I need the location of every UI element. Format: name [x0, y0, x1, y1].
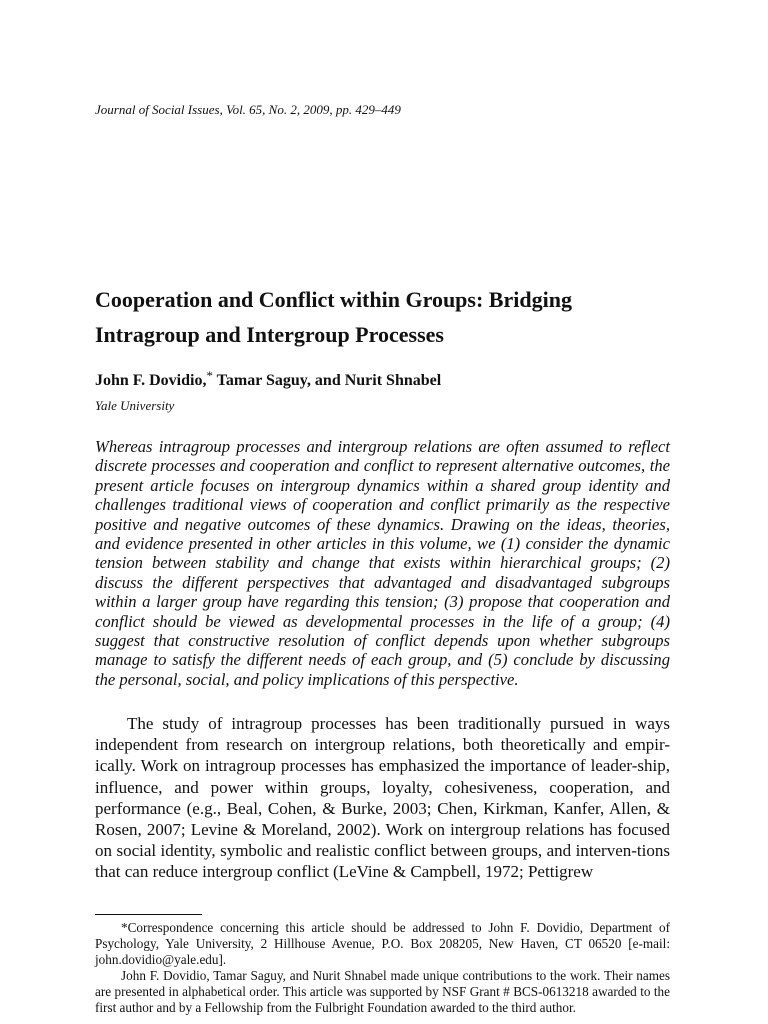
author-affiliation: Yale University	[95, 398, 175, 413]
correspondence-marker: *	[206, 368, 213, 383]
author-name: John F. Dovidio,	[95, 372, 207, 389]
abstract: Whereas intragroup processes and intergroup relations are often assumed to reflect discrete processes and cooperation and conflict to represent alternative outcomes, the present article focuses on intergroup dynamics within a shared group identity and challenges traditional views of cooperation and conflict primarily as the respective positive and negative outcomes of these dynamics. Drawing on the ideas, theories, and evidence presented in other articles in this volume, we (1) consider the dynamic tension between stability and change that exists within hierarchical groups; (2) discuss the different perspectives that advantaged and disadvantaged subgroups within a larger group have regarding this tension; (3) propose that cooperation and conflict should be viewed as developmental processes in the life of a group; (4) suggest that constructive resolution of conflict depends upon whether subgroups manage to satisfy the different needs of each group, and (5) conclude by discussing the personal, social, and policy implications of this perspective.	[95, 437, 670, 689]
paper-page	[95, 0, 670, 1024]
author-list	[95, 368, 442, 390]
journal-citation: Journal of Social Issues, Vol. 65, No. 2, 2009, pp. 429–449	[95, 102, 401, 117]
footnote-correspondence: *Correspondence concerning this article should be addressed to John F. Dovidio, Department of Psychology, Yale University, 2 Hillhouse Avenue, P.O. Box 208205, New Haven, CT 06520 [e-mail: john.dovidio@yale.edu].	[95, 920, 670, 967]
article-title: Cooperation and Conflict within Groups: Bridging Intragroup and Intergroup Processes	[95, 287, 572, 347]
body-paragraph: The study of intragroup processes has been traditionally pursued in ways independent from research on intergroup relations, both theoretically and empir-ically. Work on intragroup processes has emphasized the importance of leader-ship, influence, and power within groups, loyalty, cohesiveness, cooperation, and performance (e.g., Beal, Cohen, & Burke, 2003; Chen, Kirkman, Kanfer, Allen, & Rosen, 2007; Levine & Moreland, 2002). Work on intergroup relations has focused on social identity, symbolic and realistic conflict between groups, and interven-tions that can reduce intergroup conflict (LeVine & Campbell, 1972; Pettigrew	[95, 714, 670, 882]
footnote-divider	[95, 914, 202, 915]
footnotes	[95, 920, 670, 1016]
footnote-contributions: John F. Dovidio, Tamar Saguy, and Nurit Shnabel made unique contributions to the work. Their names are presented in alphabetical order. This article was supported by NSF Grant # BCS-0613218 awarded to the first author and by a Fellowship from the Fulbright Foundation awarded to the third author.	[95, 968, 670, 1015]
author-names: Tamar Saguy, and Nurit Shnabel	[212, 372, 442, 389]
